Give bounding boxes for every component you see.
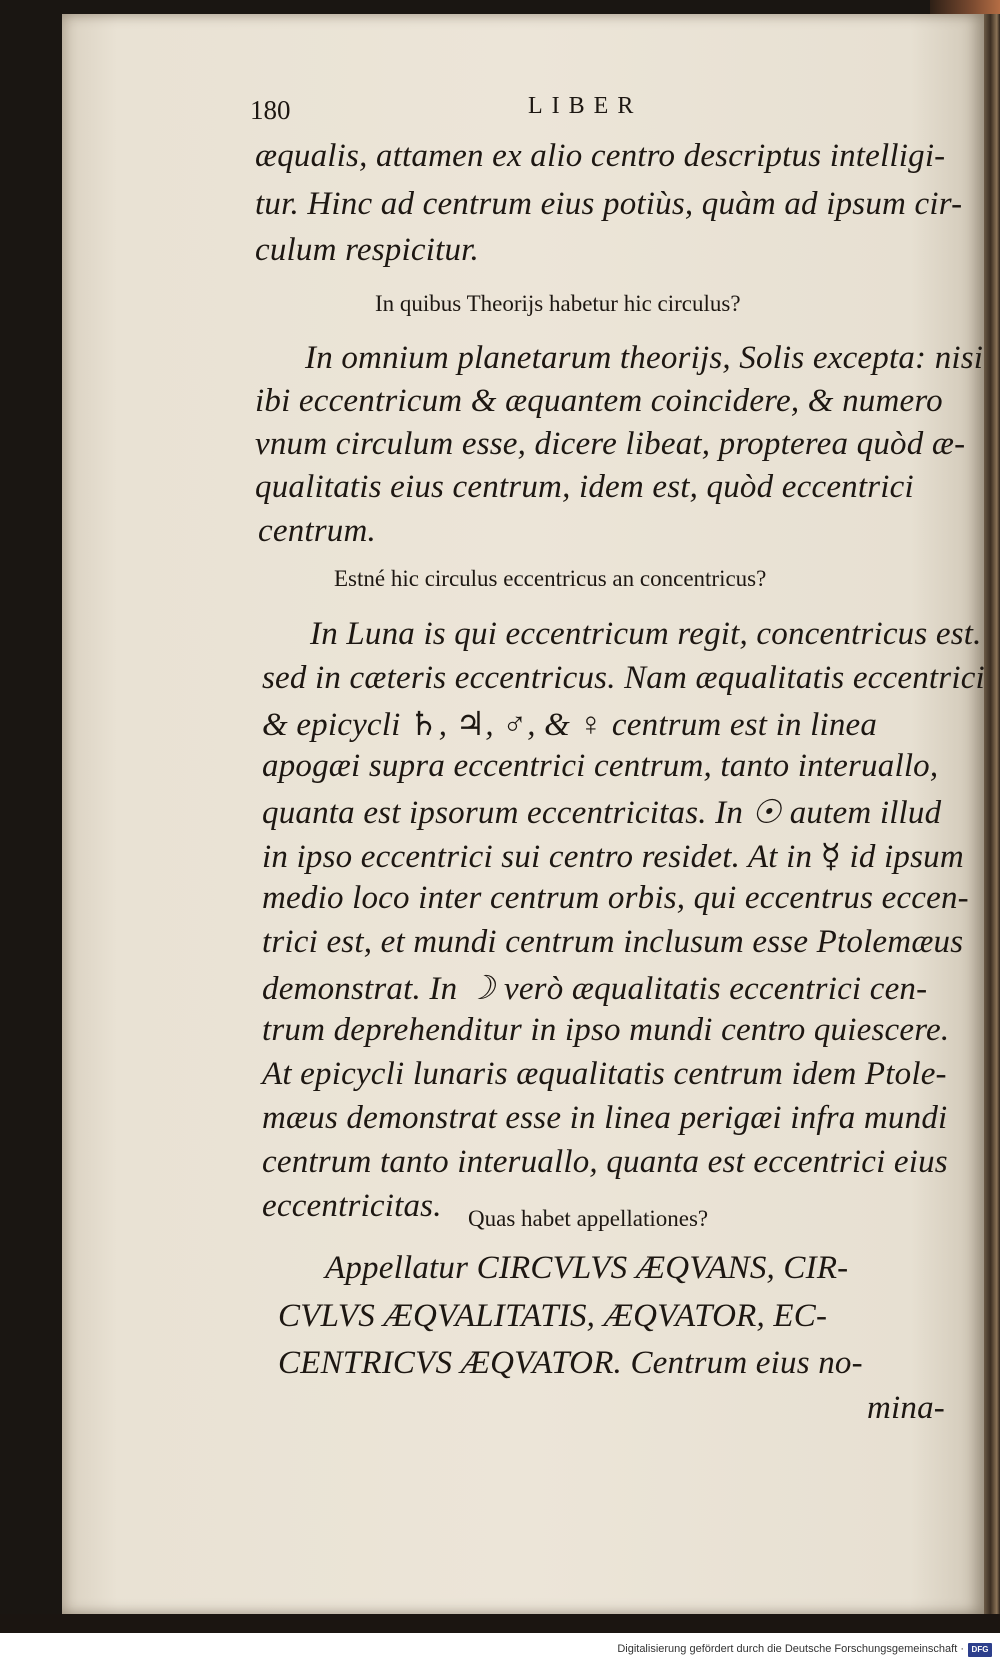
text-line: trici est, et mundi centrum inclusum esse Ptolemæus — [262, 924, 964, 960]
footer-text: Digitalisierung gefördert durch die Deutsche Forschungsgemeinschaft · — [617, 1643, 964, 1655]
text-line: CENTRICVS ÆQVATOR. Centrum eius no- — [278, 1345, 863, 1381]
text-line: sed in cæteris eccentricus. Nam æqualitatis eccentrici — [262, 660, 985, 696]
page-edge — [984, 14, 1000, 1614]
digitization-footer — [0, 1637, 1000, 1662]
text-line: in ipso eccentrici sui centro residet. At in ☿ id ipsum — [262, 839, 964, 875]
dfg-logo: DFG — [968, 1643, 992, 1657]
text-line: Appellatur CIRCVLVS ÆQVANS, CIR- — [325, 1250, 849, 1286]
text-line: demonstrat. In ☽ verò æqualitatis eccentrici cen- — [262, 971, 928, 1007]
text-line: CVLVS ÆQVALITATIS, ÆQVATOR, EC- — [278, 1298, 828, 1334]
text-line: centrum. — [258, 513, 376, 549]
running-head: LIBER — [528, 93, 643, 119]
question-heading: Quas habet appellationes? — [468, 1206, 709, 1231]
text-line: æqualis, attamen ex alio centro descriptus intelligi- — [255, 138, 946, 174]
text-line: tur. Hinc ad centrum eius potiùs, quàm ad ipsum cir- — [255, 186, 963, 222]
scan-bottom-edge — [0, 1614, 1000, 1633]
text-line: culum respicitur. — [255, 232, 479, 268]
text-line: centrum tanto interuallo, quanta est eccentrici eius — [262, 1144, 948, 1180]
text-line: mæus demonstrat esse in linea perigæi infra mundi — [262, 1100, 948, 1136]
folio-number: 180 — [250, 95, 291, 125]
text-line: quanta est ipsorum eccentricitas. In ☉ autem illud — [262, 795, 942, 831]
text-line: vnum circulum esse, dicere libeat, propterea quòd æ- — [255, 426, 966, 462]
text-line: ibi eccentricum & æquantem coincidere, & numero — [255, 383, 943, 419]
text-line: & epicycli ♄, ♃, ♂, & ♀ centrum est in linea — [262, 707, 878, 743]
text-line: In Luna is qui eccentricum regit, concentricus est. — [310, 616, 982, 652]
text-line: apogæi supra eccentrici centrum, tanto interuallo, — [262, 748, 939, 784]
text-line: At epicycli lunaris æqualitatis centrum idem Ptole- — [262, 1056, 947, 1092]
text-line: In omnium planetarum theorijs, Solis excepta: nisi — [305, 340, 984, 376]
text-line: qualitatis eius centrum, idem est, quòd eccentrici — [255, 469, 914, 505]
question-heading: In quibus Theorijs habetur hic circulus? — [375, 291, 741, 316]
text-line: eccentricitas. — [262, 1188, 442, 1224]
text-line: trum deprehenditur in ipso mundi centro quiescere. — [262, 1012, 950, 1048]
text-line: medio loco inter centrum orbis, qui eccentrus eccen- — [262, 880, 969, 916]
catchword: mina- — [867, 1390, 945, 1426]
question-heading: Estné hic circulus eccentricus an concentricus? — [334, 566, 767, 591]
